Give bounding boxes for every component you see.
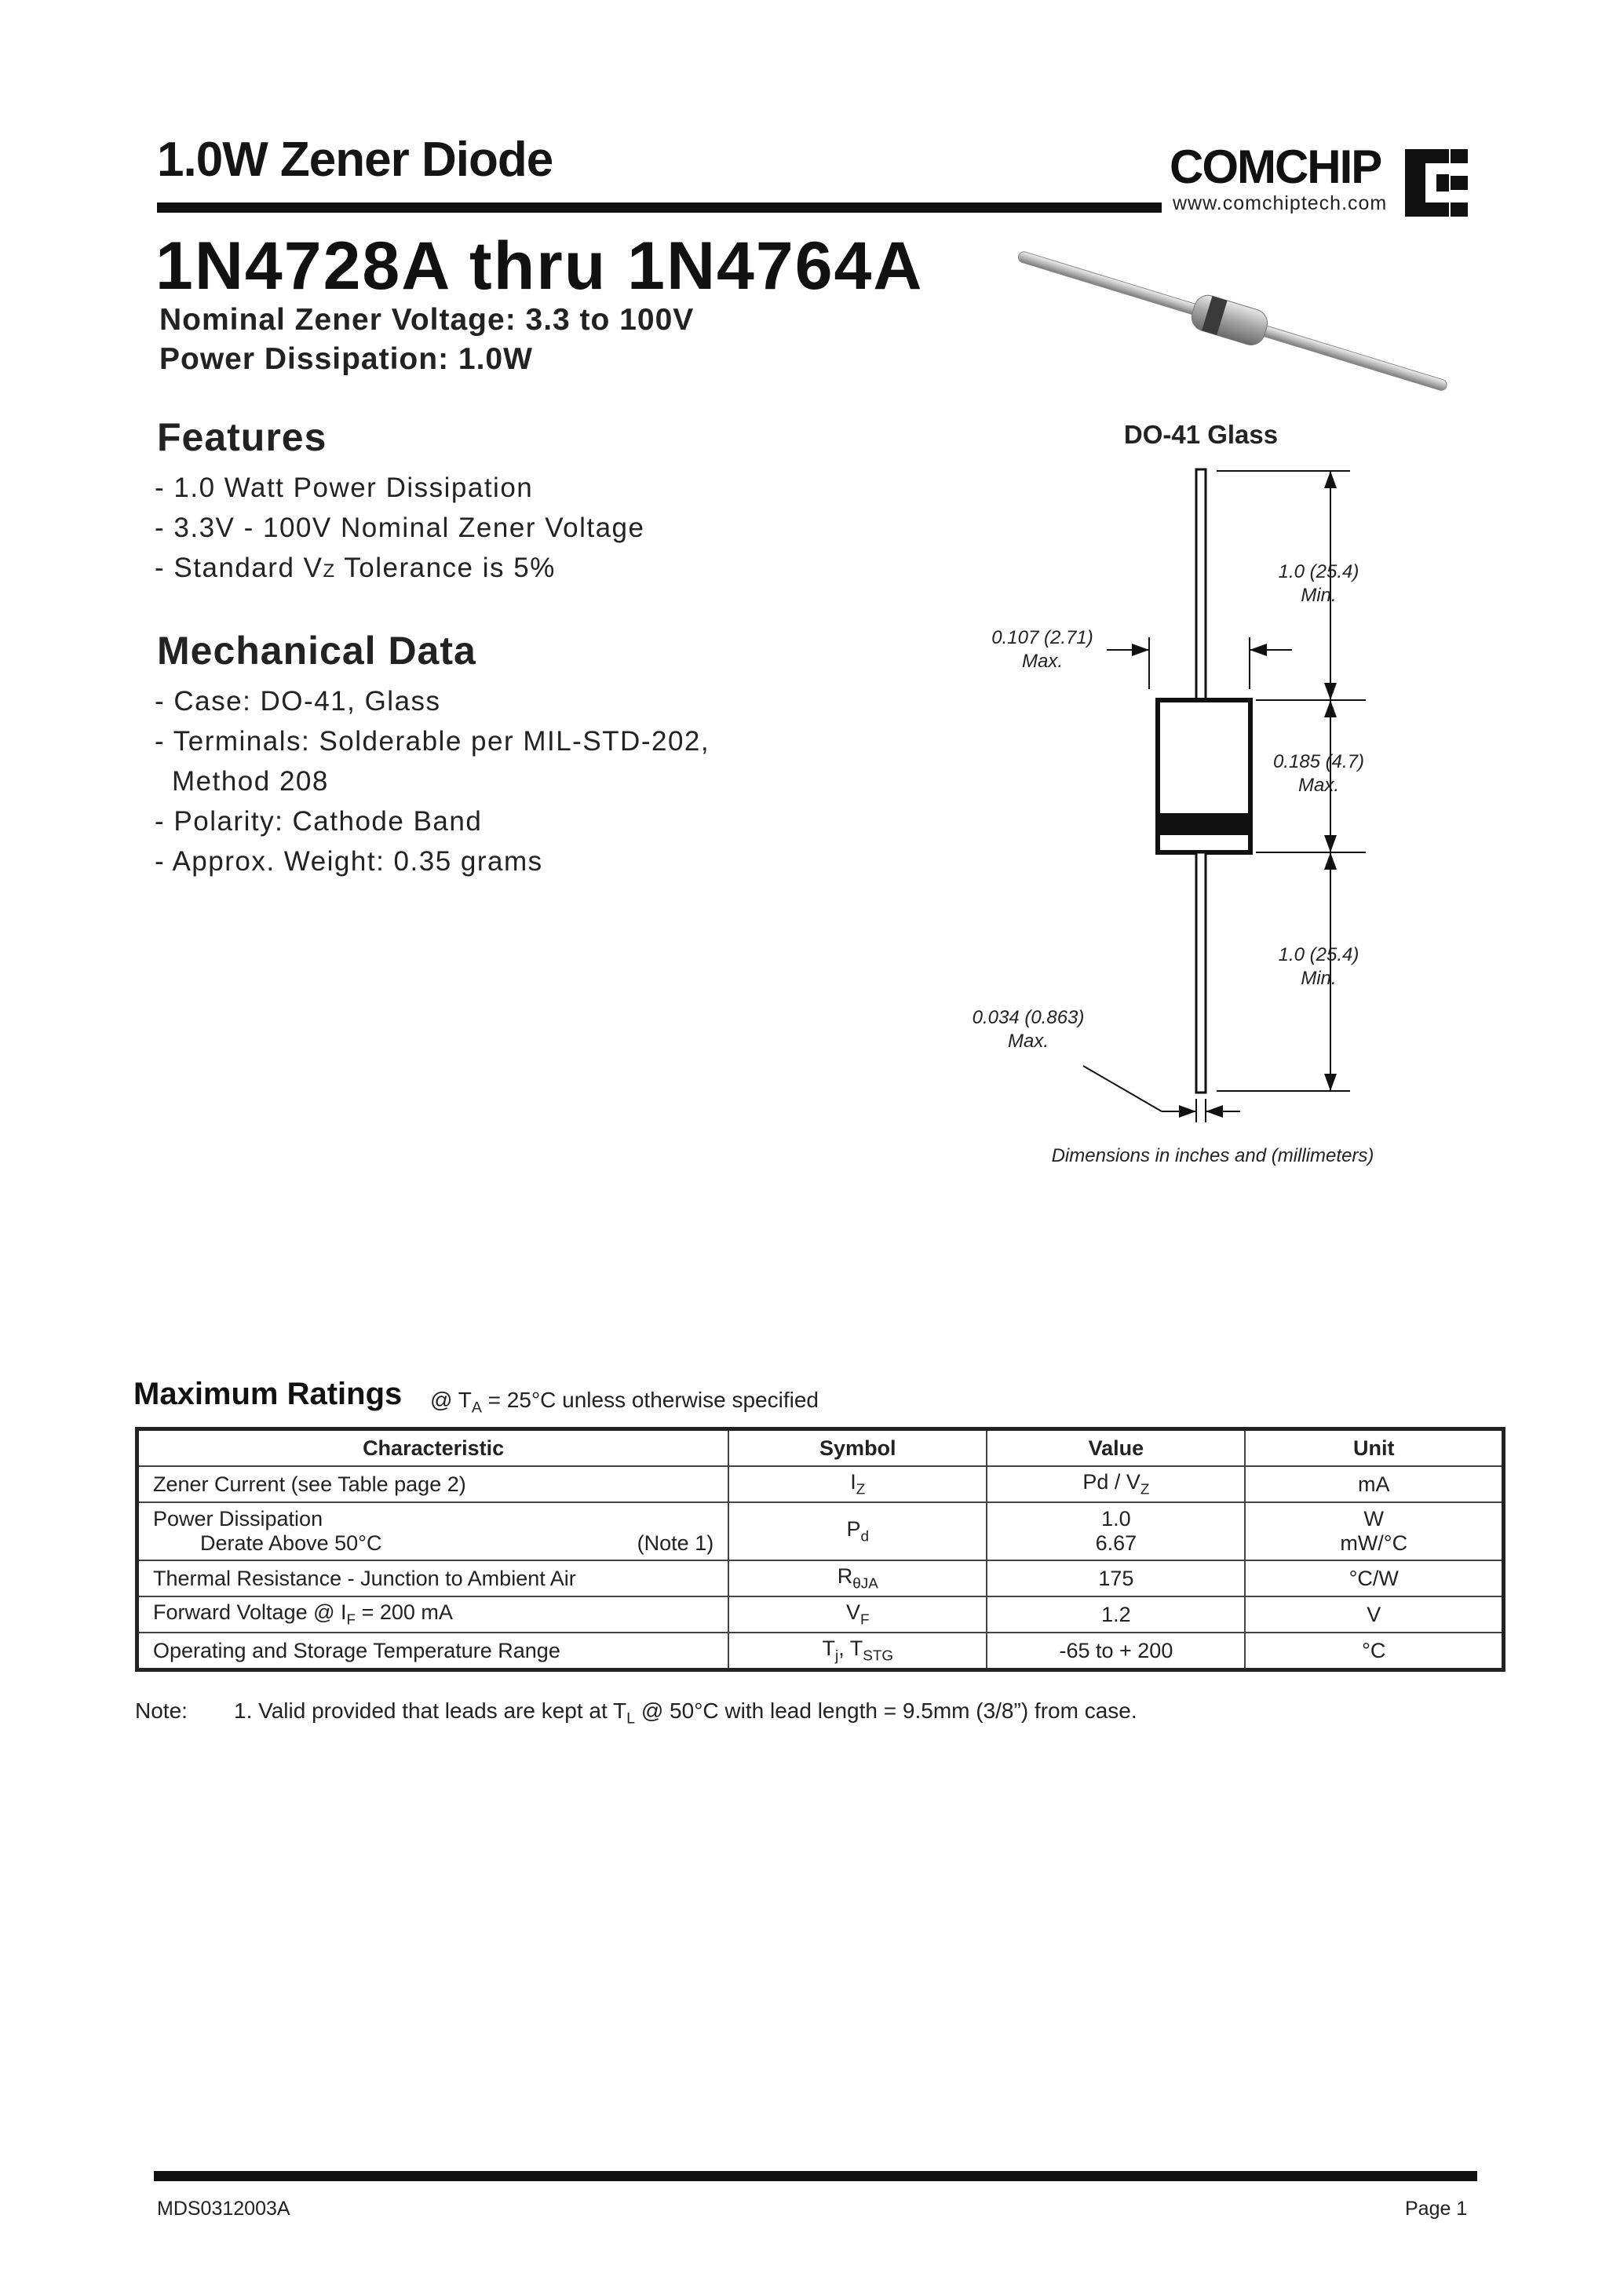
cell-unit: mA [1245, 1466, 1503, 1502]
cell-symbol: $P_d$ [728, 1502, 987, 1560]
features-list [155, 468, 644, 588]
document-type-title: 1.0W Zener Diode [157, 133, 553, 187]
cell-value: 1.2 [987, 1596, 1245, 1633]
cell-unit: °C [1245, 1633, 1503, 1670]
cell-value: 1.0 6.67 [987, 1502, 1245, 1560]
dim-lead-bottom: 1.0 (25.4) [1278, 944, 1359, 965]
dim-body-length-max: Max. [1297, 775, 1340, 796]
table-row [137, 1466, 1504, 1502]
table-row [137, 1502, 1504, 1560]
list-item: - Case: DO-41, Glass [155, 686, 441, 717]
dim-lead-bottom-min: Min. [1301, 968, 1337, 989]
cell-symbol: $I_Z$ [728, 1466, 987, 1502]
maximum-ratings-table [135, 1427, 1505, 1672]
header-rule [157, 202, 1162, 213]
page-number: Page 1 [1405, 2198, 1468, 2220]
features-title: Features [157, 415, 327, 459]
note-label: Note: [135, 1698, 188, 1723]
brand-name: COMCHIP [1170, 140, 1381, 193]
brand-url: www.comchiptech.com [1173, 192, 1388, 214]
cell-value: Pd / $V_Z$ [987, 1466, 1245, 1502]
dim-lead-diameter-max: Max. [1007, 1031, 1049, 1052]
dim-body-length: 0.185 (4.7) [1272, 751, 1365, 772]
document-number: MDS0312003A [157, 2198, 290, 2220]
brand-logo-icon [1405, 149, 1468, 217]
column-header: Value [987, 1429, 1245, 1467]
cell-symbol: $R_{\theta JA}$ [728, 1560, 987, 1596]
dim-body-diameter-max: Max. [1021, 651, 1064, 672]
cell-characteristic: Forward Voltage @ $I_F = 200$ mA [137, 1596, 729, 1633]
list-item: - Terminals: Solderable per MIL-STD-202, [155, 726, 710, 757]
dim-body-diameter: 0.107 (2.71) [991, 627, 1093, 648]
cell-characteristic: Thermal Resistance - Junction to Ambient Air [137, 1560, 729, 1596]
package-label: DO-41 Glass [1123, 420, 1279, 449]
column-header: Symbol [728, 1429, 987, 1467]
dim-lead-top: 1.0 (25.4) [1278, 561, 1359, 582]
list-item: - 3.3V - 100V Nominal Zener Voltage [155, 513, 645, 543]
dim-lead-diameter: 0.034 (0.863) [972, 1007, 1085, 1028]
table-row [137, 1596, 1504, 1633]
cathode-band [1160, 813, 1248, 835]
cell-characteristic: Operating and Storage Temperature Range [137, 1633, 729, 1670]
dimension-units-note: Dimensions in inches and (millimeters) [1051, 1145, 1374, 1166]
cell-unit: W mW/°C [1245, 1502, 1503, 1560]
footer-rule [154, 2171, 1477, 2181]
cell-symbol: $T_j$, $T_{STG}$ [728, 1633, 987, 1670]
nominal-voltage-line: Nominal Zener Voltage: 3.3 to 100V [159, 303, 695, 337]
package-dimension-diagram [926, 235, 1476, 1177]
mechanical-data-list [155, 681, 710, 881]
table-row [137, 1560, 1504, 1596]
cell-unit: °C/W [1245, 1560, 1503, 1596]
table-row [137, 1633, 1504, 1670]
dim-lead-top-min: Min. [1301, 585, 1337, 606]
ratings-condition: @ $T_A = 25^\circ C$ unless otherwise specified [430, 1388, 819, 1417]
list-item: - Standard VZ Tolerance is 5% [155, 553, 556, 583]
maximum-ratings-title: Maximum Ratings [133, 1377, 403, 1411]
cell-unit: V [1245, 1596, 1503, 1633]
column-header: Characteristic [137, 1429, 729, 1467]
table-header-row [137, 1429, 1504, 1467]
list-item: Method 208 [172, 766, 329, 797]
part-number-range: 1N4728A thru 1N4764A [155, 228, 924, 304]
cell-characteristic: Power Dissipation Derate Above 50°C (Note 1) [137, 1502, 729, 1560]
list-item: - Approx. Weight: 0.35 grams [155, 846, 543, 877]
column-header: Unit [1245, 1429, 1503, 1467]
cell-symbol: $V_F$ [728, 1596, 987, 1633]
cell-value: 175 [987, 1560, 1245, 1596]
list-item: - 1.0 Watt Power Dissipation [155, 472, 534, 503]
cell-value: -65 to + 200 [987, 1633, 1245, 1670]
cell-characteristic: Zener Current (see Table page 2) [137, 1466, 729, 1502]
note-text: 1. Valid provided that leads are kept at $T_L$ @ 50°C with lead length = 9.5mm (3/8”) from case. [234, 1698, 1137, 1728]
power-dissipation-line: Power Dissipation: 1.0W [159, 342, 533, 376]
list-item: - Polarity: Cathode Band [155, 806, 483, 837]
mechanical-data-title: Mechanical Data [157, 629, 476, 673]
